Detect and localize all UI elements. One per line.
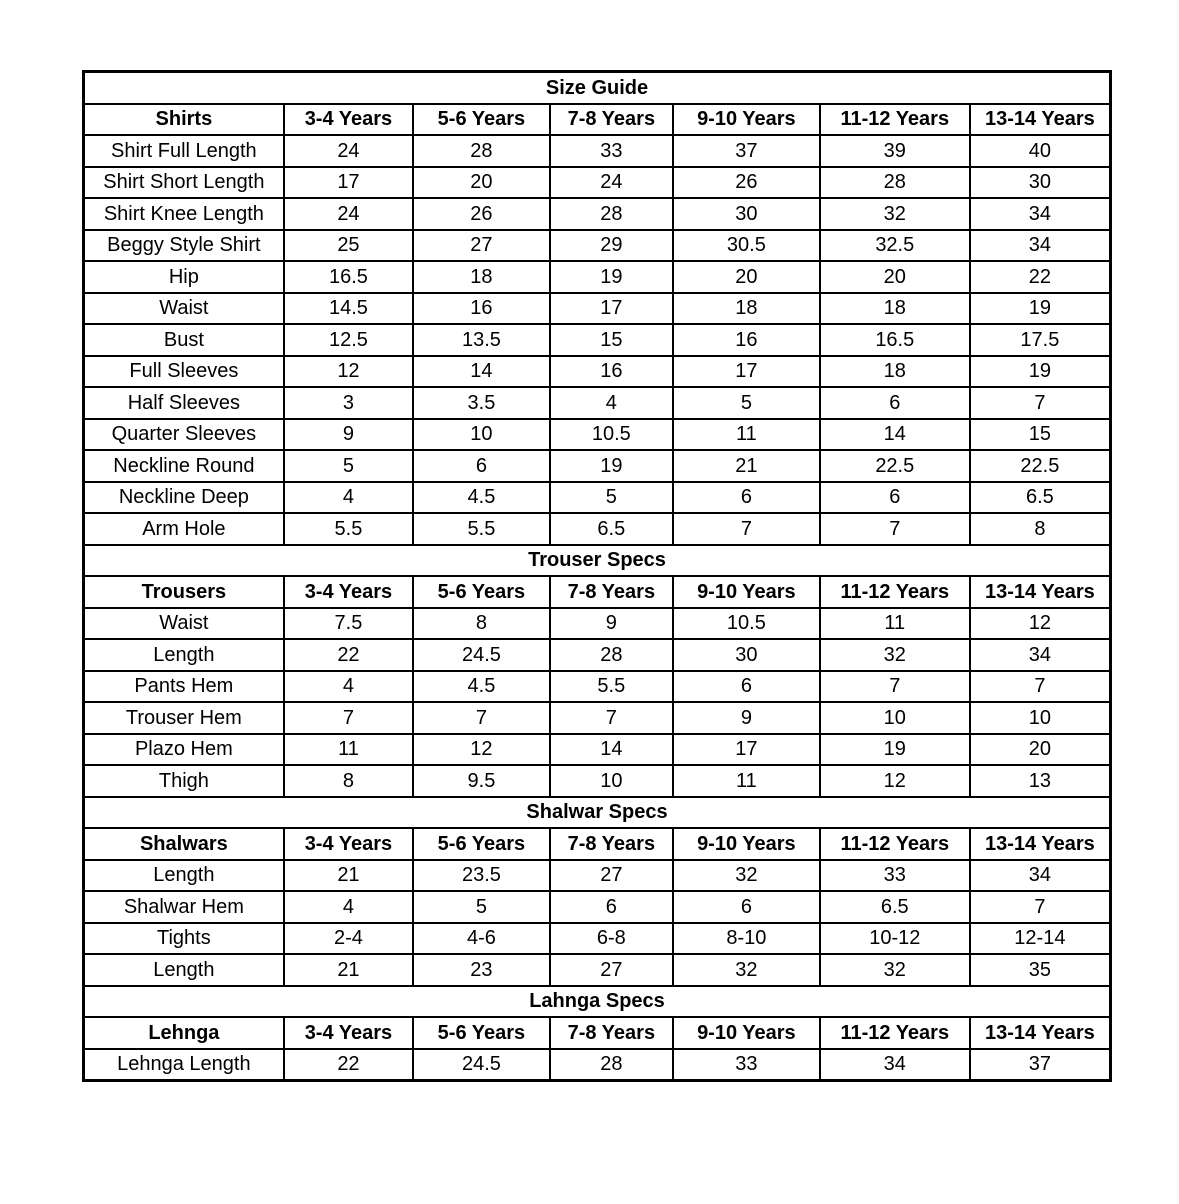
section-title: Trouser Specs bbox=[84, 545, 1111, 577]
measurement-value: 16.5 bbox=[284, 261, 413, 293]
measurement-value: 6 bbox=[820, 387, 970, 419]
measurement-value: 24.5 bbox=[413, 639, 550, 671]
table-row bbox=[84, 135, 1111, 167]
measurement-value: 19 bbox=[970, 293, 1111, 325]
measurement-value: 34 bbox=[970, 230, 1111, 262]
measurement-value: 5.5 bbox=[550, 671, 673, 703]
size-guide-table bbox=[82, 70, 1112, 1082]
measurement-value: 28 bbox=[550, 1049, 673, 1081]
year-column-header: 13-14 Years bbox=[970, 104, 1111, 136]
measurement-value: 6.5 bbox=[820, 891, 970, 923]
measurement-value: 4-6 bbox=[413, 923, 550, 955]
section-title-row bbox=[84, 72, 1111, 104]
section-header-label: Shirts bbox=[84, 104, 284, 136]
measurement-value: 7.5 bbox=[284, 608, 413, 640]
year-column-header: 5-6 Years bbox=[413, 576, 550, 608]
measurement-value: 20 bbox=[970, 734, 1111, 766]
year-column-header: 9-10 Years bbox=[673, 1017, 820, 1049]
year-column-header: 3-4 Years bbox=[284, 828, 413, 860]
measurement-value: 14 bbox=[820, 419, 970, 451]
measurement-value: 4 bbox=[550, 387, 673, 419]
measurement-value: 11 bbox=[820, 608, 970, 640]
measurement-value: 17 bbox=[284, 167, 413, 199]
measurement-value: 8-10 bbox=[673, 923, 820, 955]
measurement-value: 32 bbox=[673, 860, 820, 892]
measurement-value: 14 bbox=[550, 734, 673, 766]
measurement-value: 40 bbox=[970, 135, 1111, 167]
measurement-value: 9 bbox=[284, 419, 413, 451]
measurement-label: Lehnga Length bbox=[84, 1049, 284, 1081]
measurement-value: 34 bbox=[970, 198, 1111, 230]
section-header-label: Lehnga bbox=[84, 1017, 284, 1049]
measurement-value: 15 bbox=[550, 324, 673, 356]
measurement-value: 19 bbox=[550, 450, 673, 482]
measurement-label: Plazo Hem bbox=[84, 734, 284, 766]
measurement-value: 16 bbox=[673, 324, 820, 356]
measurement-value: 7 bbox=[820, 513, 970, 545]
measurement-value: 22 bbox=[284, 1049, 413, 1081]
measurement-value: 22.5 bbox=[820, 450, 970, 482]
measurement-label: Full Sleeves bbox=[84, 356, 284, 388]
measurement-value: 27 bbox=[413, 230, 550, 262]
measurement-value: 5 bbox=[413, 891, 550, 923]
measurement-value: 4 bbox=[284, 482, 413, 514]
measurement-value: 30.5 bbox=[673, 230, 820, 262]
table-row bbox=[84, 167, 1111, 199]
section-title: Shalwar Specs bbox=[84, 797, 1111, 829]
measurement-value: 28 bbox=[550, 639, 673, 671]
measurement-value: 34 bbox=[970, 639, 1111, 671]
measurement-value: 34 bbox=[820, 1049, 970, 1081]
year-column-header: 3-4 Years bbox=[284, 1017, 413, 1049]
table-row bbox=[84, 954, 1111, 986]
measurement-value: 14 bbox=[413, 356, 550, 388]
table-row bbox=[84, 860, 1111, 892]
measurement-value: 12 bbox=[820, 765, 970, 797]
measurement-value: 32.5 bbox=[820, 230, 970, 262]
section-title-row bbox=[84, 797, 1111, 829]
measurement-value: 37 bbox=[673, 135, 820, 167]
measurement-value: 21 bbox=[673, 450, 820, 482]
measurement-value: 18 bbox=[413, 261, 550, 293]
measurement-value: 13 bbox=[970, 765, 1111, 797]
section-title-row bbox=[84, 545, 1111, 577]
table-row bbox=[84, 671, 1111, 703]
measurement-value: 16 bbox=[550, 356, 673, 388]
measurement-value: 30 bbox=[970, 167, 1111, 199]
measurement-value: 10 bbox=[413, 419, 550, 451]
measurement-label: Length bbox=[84, 954, 284, 986]
measurement-value: 6-8 bbox=[550, 923, 673, 955]
year-column-header: 13-14 Years bbox=[970, 1017, 1111, 1049]
measurement-value: 32 bbox=[673, 954, 820, 986]
year-column-header: 5-6 Years bbox=[413, 1017, 550, 1049]
measurement-value: 20 bbox=[820, 261, 970, 293]
measurement-value: 26 bbox=[413, 198, 550, 230]
measurement-value: 24 bbox=[284, 198, 413, 230]
table-row bbox=[84, 261, 1111, 293]
measurement-value: 8 bbox=[970, 513, 1111, 545]
year-column-header: 9-10 Years bbox=[673, 576, 820, 608]
measurement-value: 16 bbox=[413, 293, 550, 325]
measurement-value: 6.5 bbox=[550, 513, 673, 545]
year-column-header: 5-6 Years bbox=[413, 104, 550, 136]
measurement-value: 29 bbox=[550, 230, 673, 262]
measurement-value: 12 bbox=[284, 356, 413, 388]
measurement-value: 30 bbox=[673, 198, 820, 230]
measurement-value: 11 bbox=[673, 419, 820, 451]
measurement-label: Hip bbox=[84, 261, 284, 293]
section-title: Size Guide bbox=[84, 72, 1111, 104]
measurement-label: Bust bbox=[84, 324, 284, 356]
measurement-value: 7 bbox=[970, 891, 1111, 923]
table-row bbox=[84, 324, 1111, 356]
measurement-value: 9 bbox=[673, 702, 820, 734]
measurement-value: 32 bbox=[820, 954, 970, 986]
measurement-value: 35 bbox=[970, 954, 1111, 986]
measurement-value: 34 bbox=[970, 860, 1111, 892]
measurement-value: 18 bbox=[820, 293, 970, 325]
section-title: Lahnga Specs bbox=[84, 986, 1111, 1018]
table-row bbox=[84, 923, 1111, 955]
measurement-value: 9 bbox=[550, 608, 673, 640]
year-column-header: 7-8 Years bbox=[550, 1017, 673, 1049]
measurement-value: 6 bbox=[673, 671, 820, 703]
measurement-value: 7 bbox=[550, 702, 673, 734]
table-row bbox=[84, 1049, 1111, 1081]
measurement-value: 28 bbox=[820, 167, 970, 199]
measurement-value: 5 bbox=[673, 387, 820, 419]
measurement-label: Shirt Knee Length bbox=[84, 198, 284, 230]
measurement-value: 2-4 bbox=[284, 923, 413, 955]
year-column-header: 13-14 Years bbox=[970, 828, 1111, 860]
measurement-value: 10.5 bbox=[550, 419, 673, 451]
year-column-header: 3-4 Years bbox=[284, 104, 413, 136]
measurement-label: Shirt Full Length bbox=[84, 135, 284, 167]
measurement-value: 11 bbox=[284, 734, 413, 766]
measurement-value: 18 bbox=[673, 293, 820, 325]
measurement-value: 3.5 bbox=[413, 387, 550, 419]
measurement-value: 7 bbox=[970, 387, 1111, 419]
measurement-value: 26 bbox=[673, 167, 820, 199]
year-column-header: 9-10 Years bbox=[673, 104, 820, 136]
measurement-value: 7 bbox=[673, 513, 820, 545]
measurement-value: 18 bbox=[820, 356, 970, 388]
measurement-value: 28 bbox=[550, 198, 673, 230]
measurement-value: 30 bbox=[673, 639, 820, 671]
measurement-value: 24.5 bbox=[413, 1049, 550, 1081]
measurement-label: Neckline Deep bbox=[84, 482, 284, 514]
table-row bbox=[84, 702, 1111, 734]
table-row bbox=[84, 293, 1111, 325]
measurement-label: Quarter Sleeves bbox=[84, 419, 284, 451]
table-row bbox=[84, 450, 1111, 482]
measurement-value: 20 bbox=[413, 167, 550, 199]
measurement-value: 27 bbox=[550, 954, 673, 986]
table-row bbox=[84, 734, 1111, 766]
measurement-value: 5.5 bbox=[413, 513, 550, 545]
measurement-value: 22 bbox=[284, 639, 413, 671]
measurement-value: 17 bbox=[550, 293, 673, 325]
measurement-value: 4.5 bbox=[413, 482, 550, 514]
year-column-header: 11-12 Years bbox=[820, 576, 970, 608]
table-row bbox=[84, 198, 1111, 230]
table-row bbox=[84, 482, 1111, 514]
measurement-value: 10 bbox=[550, 765, 673, 797]
measurement-value: 33 bbox=[550, 135, 673, 167]
measurement-value: 37 bbox=[970, 1049, 1111, 1081]
table-row bbox=[84, 513, 1111, 545]
year-column-header: 11-12 Years bbox=[820, 1017, 970, 1049]
measurement-value: 28 bbox=[413, 135, 550, 167]
measurement-value: 11 bbox=[673, 765, 820, 797]
measurement-value: 39 bbox=[820, 135, 970, 167]
measurement-value: 9.5 bbox=[413, 765, 550, 797]
measurement-value: 6 bbox=[550, 891, 673, 923]
section-title-row bbox=[84, 986, 1111, 1018]
table-row bbox=[84, 639, 1111, 671]
measurement-value: 5 bbox=[550, 482, 673, 514]
measurement-value: 24 bbox=[284, 135, 413, 167]
table-row bbox=[84, 356, 1111, 388]
year-column-header: 13-14 Years bbox=[970, 576, 1111, 608]
measurement-label: Pants Hem bbox=[84, 671, 284, 703]
measurement-value: 10.5 bbox=[673, 608, 820, 640]
measurement-label: Shirt Short Length bbox=[84, 167, 284, 199]
measurement-value: 10-12 bbox=[820, 923, 970, 955]
measurement-value: 8 bbox=[284, 765, 413, 797]
measurement-label: Shalwar Hem bbox=[84, 891, 284, 923]
measurement-value: 6 bbox=[820, 482, 970, 514]
measurement-label: Length bbox=[84, 639, 284, 671]
measurement-value: 32 bbox=[820, 639, 970, 671]
measurement-value: 17.5 bbox=[970, 324, 1111, 356]
size-guide-table-body bbox=[84, 72, 1111, 1081]
table-row bbox=[84, 387, 1111, 419]
measurement-value: 17 bbox=[673, 356, 820, 388]
measurement-value: 4 bbox=[284, 671, 413, 703]
measurement-value: 33 bbox=[673, 1049, 820, 1081]
measurement-value: 12-14 bbox=[970, 923, 1111, 955]
measurement-value: 6 bbox=[413, 450, 550, 482]
measurement-value: 10 bbox=[820, 702, 970, 734]
measurement-value: 12 bbox=[970, 608, 1111, 640]
year-column-header: 11-12 Years bbox=[820, 104, 970, 136]
measurement-value: 5 bbox=[284, 450, 413, 482]
measurement-value: 12.5 bbox=[284, 324, 413, 356]
measurement-value: 17 bbox=[673, 734, 820, 766]
year-column-header: 9-10 Years bbox=[673, 828, 820, 860]
measurement-value: 19 bbox=[820, 734, 970, 766]
year-column-header: 5-6 Years bbox=[413, 828, 550, 860]
measurement-value: 15 bbox=[970, 419, 1111, 451]
measurement-value: 23.5 bbox=[413, 860, 550, 892]
measurement-label: Arm Hole bbox=[84, 513, 284, 545]
year-column-header: 7-8 Years bbox=[550, 104, 673, 136]
measurement-value: 6 bbox=[673, 482, 820, 514]
measurement-value: 14.5 bbox=[284, 293, 413, 325]
section-header-row bbox=[84, 828, 1111, 860]
section-header-row bbox=[84, 104, 1111, 136]
measurement-label: Tights bbox=[84, 923, 284, 955]
measurement-value: 4 bbox=[284, 891, 413, 923]
section-header-row bbox=[84, 576, 1111, 608]
measurement-value: 13.5 bbox=[413, 324, 550, 356]
measurement-value: 27 bbox=[550, 860, 673, 892]
measurement-label: Length bbox=[84, 860, 284, 892]
table-row bbox=[84, 608, 1111, 640]
measurement-value: 4.5 bbox=[413, 671, 550, 703]
measurement-value: 32 bbox=[820, 198, 970, 230]
section-header-label: Shalwars bbox=[84, 828, 284, 860]
measurement-label: Thigh bbox=[84, 765, 284, 797]
measurement-value: 21 bbox=[284, 954, 413, 986]
table-row bbox=[84, 230, 1111, 262]
measurement-value: 23 bbox=[413, 954, 550, 986]
measurement-value: 19 bbox=[550, 261, 673, 293]
table-row bbox=[84, 891, 1111, 923]
year-column-header: 7-8 Years bbox=[550, 828, 673, 860]
measurement-value: 21 bbox=[284, 860, 413, 892]
measurement-value: 7 bbox=[413, 702, 550, 734]
measurement-value: 22.5 bbox=[970, 450, 1111, 482]
year-column-header: 3-4 Years bbox=[284, 576, 413, 608]
measurement-label: Waist bbox=[84, 293, 284, 325]
measurement-label: Neckline Round bbox=[84, 450, 284, 482]
table-row bbox=[84, 419, 1111, 451]
measurement-label: Trouser Hem bbox=[84, 702, 284, 734]
measurement-value: 6.5 bbox=[970, 482, 1111, 514]
measurement-value: 10 bbox=[970, 702, 1111, 734]
measurement-label: Waist bbox=[84, 608, 284, 640]
measurement-value: 20 bbox=[673, 261, 820, 293]
measurement-value: 3 bbox=[284, 387, 413, 419]
measurement-value: 5.5 bbox=[284, 513, 413, 545]
section-header-row bbox=[84, 1017, 1111, 1049]
table-row bbox=[84, 765, 1111, 797]
measurement-value: 19 bbox=[970, 356, 1111, 388]
measurement-label: Half Sleeves bbox=[84, 387, 284, 419]
measurement-value: 22 bbox=[970, 261, 1111, 293]
measurement-value: 33 bbox=[820, 860, 970, 892]
measurement-value: 6 bbox=[673, 891, 820, 923]
measurement-value: 7 bbox=[284, 702, 413, 734]
measurement-value: 16.5 bbox=[820, 324, 970, 356]
measurement-value: 8 bbox=[413, 608, 550, 640]
section-header-label: Trousers bbox=[84, 576, 284, 608]
measurement-value: 7 bbox=[820, 671, 970, 703]
measurement-value: 24 bbox=[550, 167, 673, 199]
measurement-value: 12 bbox=[413, 734, 550, 766]
measurement-value: 25 bbox=[284, 230, 413, 262]
measurement-value: 7 bbox=[970, 671, 1111, 703]
year-column-header: 11-12 Years bbox=[820, 828, 970, 860]
measurement-label: Beggy Style Shirt bbox=[84, 230, 284, 262]
year-column-header: 7-8 Years bbox=[550, 576, 673, 608]
